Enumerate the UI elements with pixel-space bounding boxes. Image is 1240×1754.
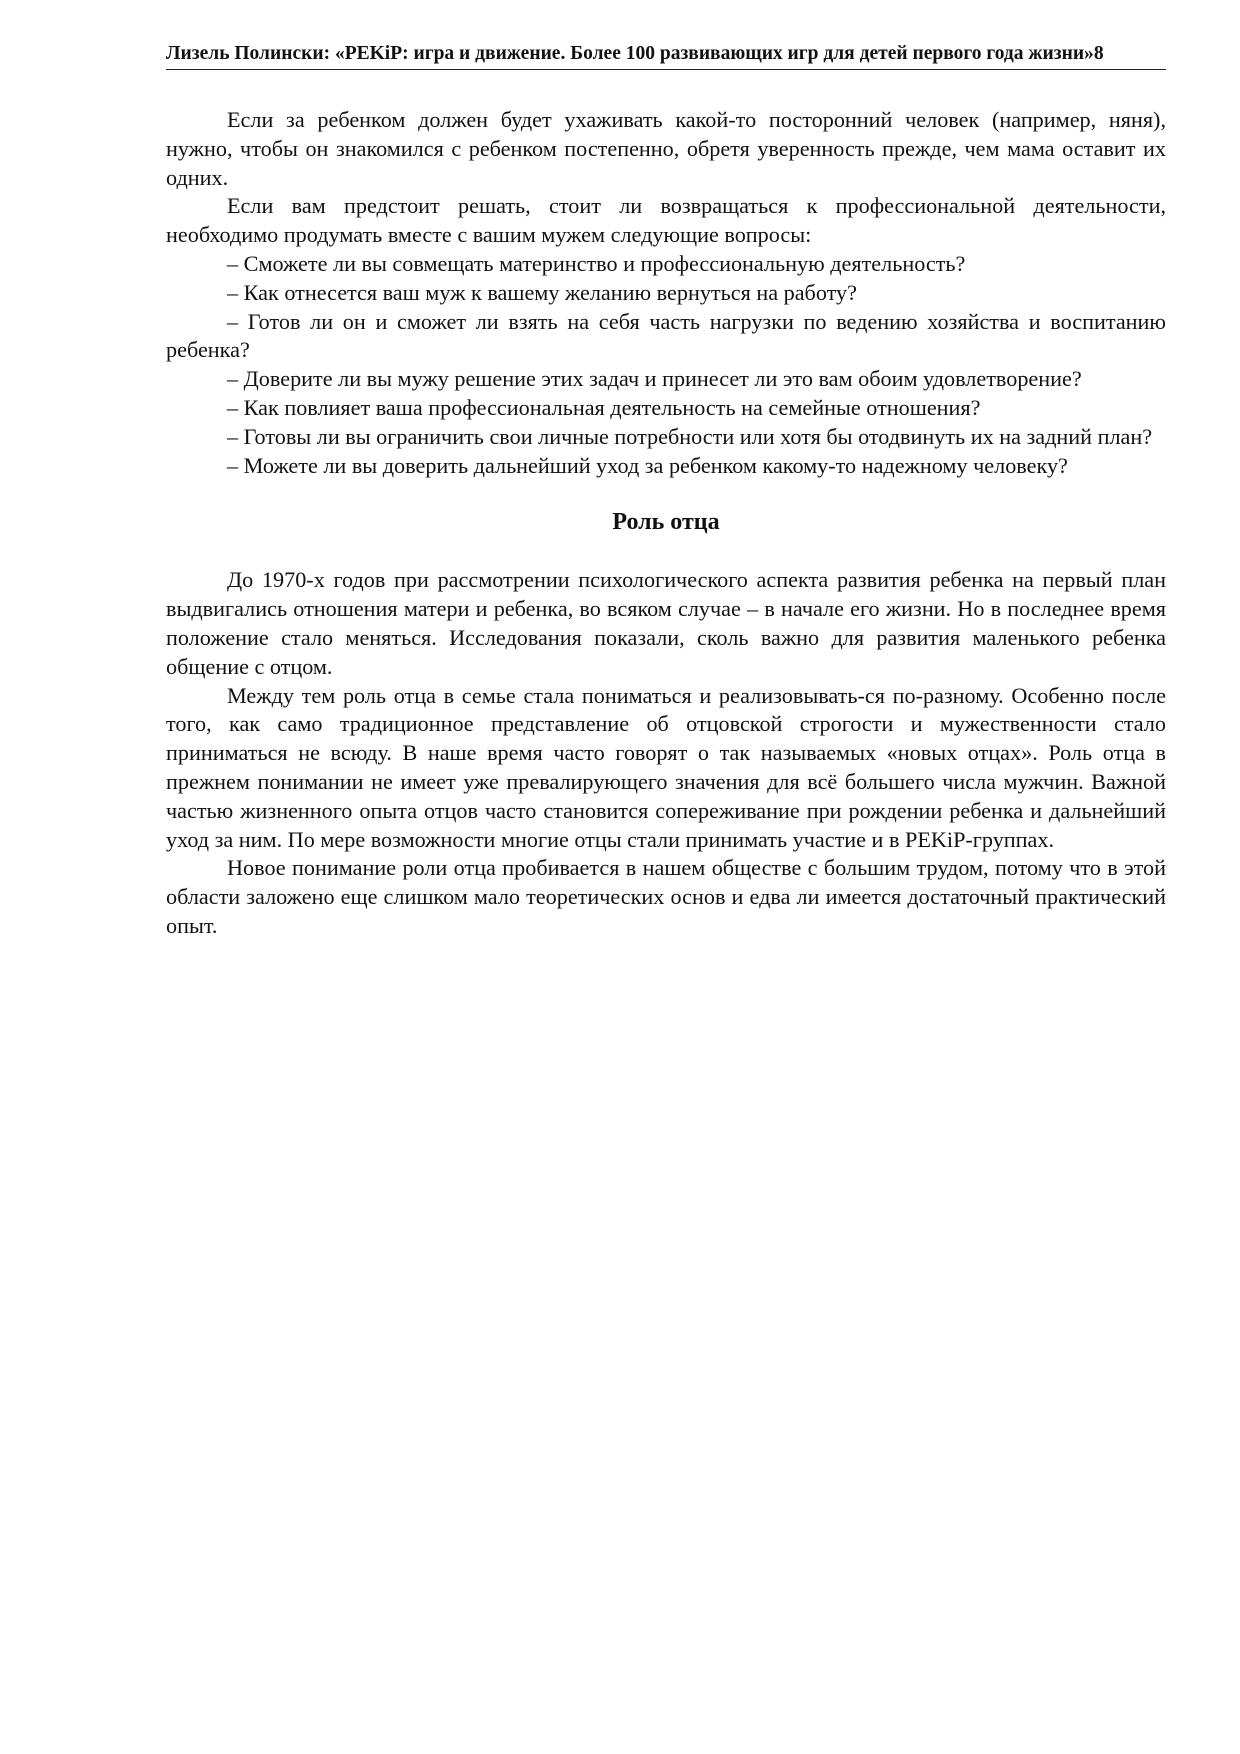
section-paragraph: Между тем роль отца в семье стала пониматься и реализовывать-ся по-разному. Особенно после того, как само традиционное представление об отцовской строгости и мужественности стало приниматься не всюду. В наше время часто говорят о так называемых «новых отцах». Роль отца в прежнем понимании не имеет уже превалирующего значения для всё большего числа мужчин. Важной частью жизненного опыта отцов часто становится сопереживание при рождении ребенка и дальнейший уход за ним. По мере возможности многие отцы стали принимать участие и в PEKiP-группах. [166, 682, 1166, 852]
question-item: – Доверите ли вы мужу решение этих задач и принесет ли это вам обоим удовлетворение? [227, 366, 1082, 392]
question-item: – Сможете ли вы совмещать материнство и профессиональную деятельность? [227, 250, 966, 276]
header-separator: : [323, 43, 335, 64]
question-item: – Как отнесется ваш муж к вашему желанию вернуться на работу? [227, 279, 857, 305]
intro-paragraph: Если за ребенком должен будет ухаживать какой-то посторонний человек (например, няня), нужно, чтобы он знакомился с ребенком постепенно, обретя уверенность прежде, чем мама оставит их одних. [166, 107, 1166, 190]
page-number: 8 [1093, 43, 1104, 64]
header-book-title: «PEKiP: игра и движение. Более 100 развивающих игр для детей первого года жизни» [334, 43, 1094, 64]
running-header [166, 40, 1166, 70]
section-paragraph: До 1970-х годов при рассмотрении психологического аспекта развития ребенка на первый план выдвигались отношения матери и ребенка, во всяком случае – в начале его жизни. Но в последнее время положение стало меняться. Исследования показали, сколь важно для развития маленького ребенка общение с отцом. [166, 567, 1166, 679]
question-item: – Как повлияет ваша профессиональная деятельность на семейные отношения? [227, 394, 981, 420]
header-author: Лизель Полински [166, 43, 324, 64]
section-paragraph: Новое понимание роли отца пробивается в нашем обществе с большим трудом, потому что в этой области заложено еще слишком мало теоретических основ и едва ли имеется достаточный практический опыт. [166, 855, 1166, 938]
section-heading: Роль отца [612, 509, 720, 536]
question-item: – Готов ли он и сможет ли взять на себя часть нагрузки по ведению хозяйства и воспитанию ребенка? [166, 308, 1166, 363]
page-body [166, 106, 1166, 941]
question-item: – Можете ли вы доверить дальнейший уход за ребенком какому-то надежному человеку? [227, 452, 1068, 478]
question-item: – Готовы ли вы ограничить свои личные потребности или хотя бы отодвинуть их на задний план? [227, 423, 1153, 449]
intro-paragraph: Если вам предстоит решать, стоит ли возвращаться к профессиональной деятельности, необходимо продумать вместе с вашим мужем следующие вопросы: [166, 193, 1166, 248]
